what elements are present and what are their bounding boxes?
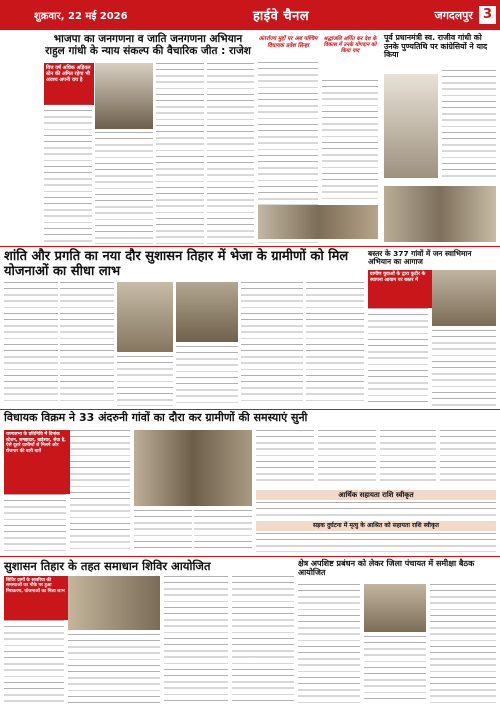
section-divider-3 (0, 556, 500, 557)
story8-text-col3 (164, 576, 228, 704)
story5-text-col1 (368, 308, 428, 406)
story1-portrait-photo (95, 63, 153, 129)
story4-text-col4 (176, 346, 238, 406)
story8-photo (68, 576, 160, 630)
story6-headline: विधायक विक्रम ने 33 अंदरुनी गांवों का दौरा कर ग्रामीणों की समस्याएं सुनी (4, 411, 308, 424)
story6-sidebar-box: राज्यसभा के प्रतिनिधि में दिनांक स्टेशन, समझदार, खड़ेश्वर, सेवा है, ऐसे दूसरे ग्रामीणों से मिलने और रोजगार की बारी बातें (4, 430, 70, 494)
section-divider-2 (0, 409, 500, 410)
story1-text-col1 (44, 104, 92, 244)
story3-photo-group (384, 186, 496, 242)
masthead-right (435, 6, 496, 24)
story6-text-col1 (4, 494, 66, 552)
story2-text-col2 (322, 80, 378, 200)
story9-text-col1 (298, 584, 360, 704)
story1-text-col4 (207, 63, 254, 244)
story7-subhead: सड़क दुर्घटना में मृत्यु के आश्रित को सहायता राशि स्वीकृत (256, 521, 496, 531)
issue-date: शुक्रवार, 22 मई 2026 (34, 11, 128, 22)
story1-headline: भाजपा का जनगणना व जाति जनगणना अभियान राहुल गांधी के न्याय संकल्प की वैचारिक जीत : राजेश (45, 33, 251, 57)
story6-text-col8 (440, 430, 496, 486)
story3-headline: पूर्व प्रधानमंत्री स्व. राजीव गांधी को उनके पुण्यतिथि पर कांग्रेसियों ने याद किया (384, 33, 488, 60)
story8-headline: सुशासन तिहार के तहत समाधान शिविर आयोजित (4, 559, 211, 573)
story4-text-col2 (60, 282, 114, 406)
story9-text-col3 (430, 584, 496, 704)
section-divider-1 (0, 246, 500, 247)
story4-text-col1 (4, 282, 58, 406)
story4-photo-wide (176, 282, 238, 342)
story1-text-col3 (156, 63, 204, 244)
story9-photo (364, 584, 426, 632)
story3-photo (384, 74, 438, 178)
story6-text-col7 (380, 430, 436, 486)
story9-headline: क्षेत्र अपशिष्ट प्रबंधन को लेकर जिला पंचायत में समीक्षा बैठक आयोजित (298, 559, 475, 577)
story4-photo (117, 282, 173, 352)
story4-text-col5 (241, 282, 303, 406)
story6-text-col4 (194, 510, 252, 552)
edition-city: जगदलपुर (434, 8, 473, 22)
story4-text-col3 (117, 356, 173, 406)
story8-text-col2 (68, 634, 160, 704)
story7-text-2 (256, 533, 496, 552)
story7-headline: आर्थिक सहायता राशि स्वीकृत (256, 490, 496, 500)
story5-photo (432, 270, 496, 326)
story6-text-col6 (318, 430, 376, 486)
masthead (0, 0, 500, 30)
story8-sidebar-box: शिविर ग्रामों के सावरिया की समस्याओं का मौके पर हुआ निराकरण, योजनाओं का मिला लाभ (4, 576, 68, 620)
story5-subhead-box: ग्रामीण युवाओं के द्वारा कुटीर के स्थापना आयाम पर बस्तर में (368, 270, 432, 308)
story4-text-col6 (306, 282, 364, 406)
story1-quote-box: वित्त वर्ष अधिक अड़ियल स्टेन की अमित रहेगा भी अवश्य अपनी राय है (44, 63, 94, 105)
story8-text-col4 (232, 576, 294, 704)
story5-text-col2 (432, 330, 496, 406)
story2-photo (258, 205, 378, 239)
story9-text-col2 (364, 636, 426, 704)
story6-photo (134, 430, 252, 506)
story6-text-col2 (70, 430, 130, 552)
story4-headline: शांति और प्रगति का नया दौर सुशासन तिहार में भेजा के ग्रामीणों को मिल योजनाओं का सीधा लाभ (4, 249, 349, 279)
story6-text-col3 (134, 510, 192, 552)
story1-text-col2 (95, 132, 153, 244)
story2-inset: श्रद्धांजलि अर्पित कर देश के विकास में उनके योगदान को किया याद (323, 36, 377, 55)
story8-text-col1 (4, 620, 64, 704)
story3-text (442, 70, 496, 178)
story5-headline: बस्तर के 377 गांवों में जन स्वाभिमान अभियान का आगाज (368, 249, 472, 267)
page-number: 3 (479, 6, 496, 24)
story2-kicker: अंतर्राज्य मुद्दों पर अब पश्चिम विधायक प्रवेश सिन्हा (258, 36, 318, 49)
story7-text (256, 502, 496, 518)
story6-text-col5 (256, 430, 314, 486)
newspaper-title: हाईवे चैनल (252, 9, 310, 24)
